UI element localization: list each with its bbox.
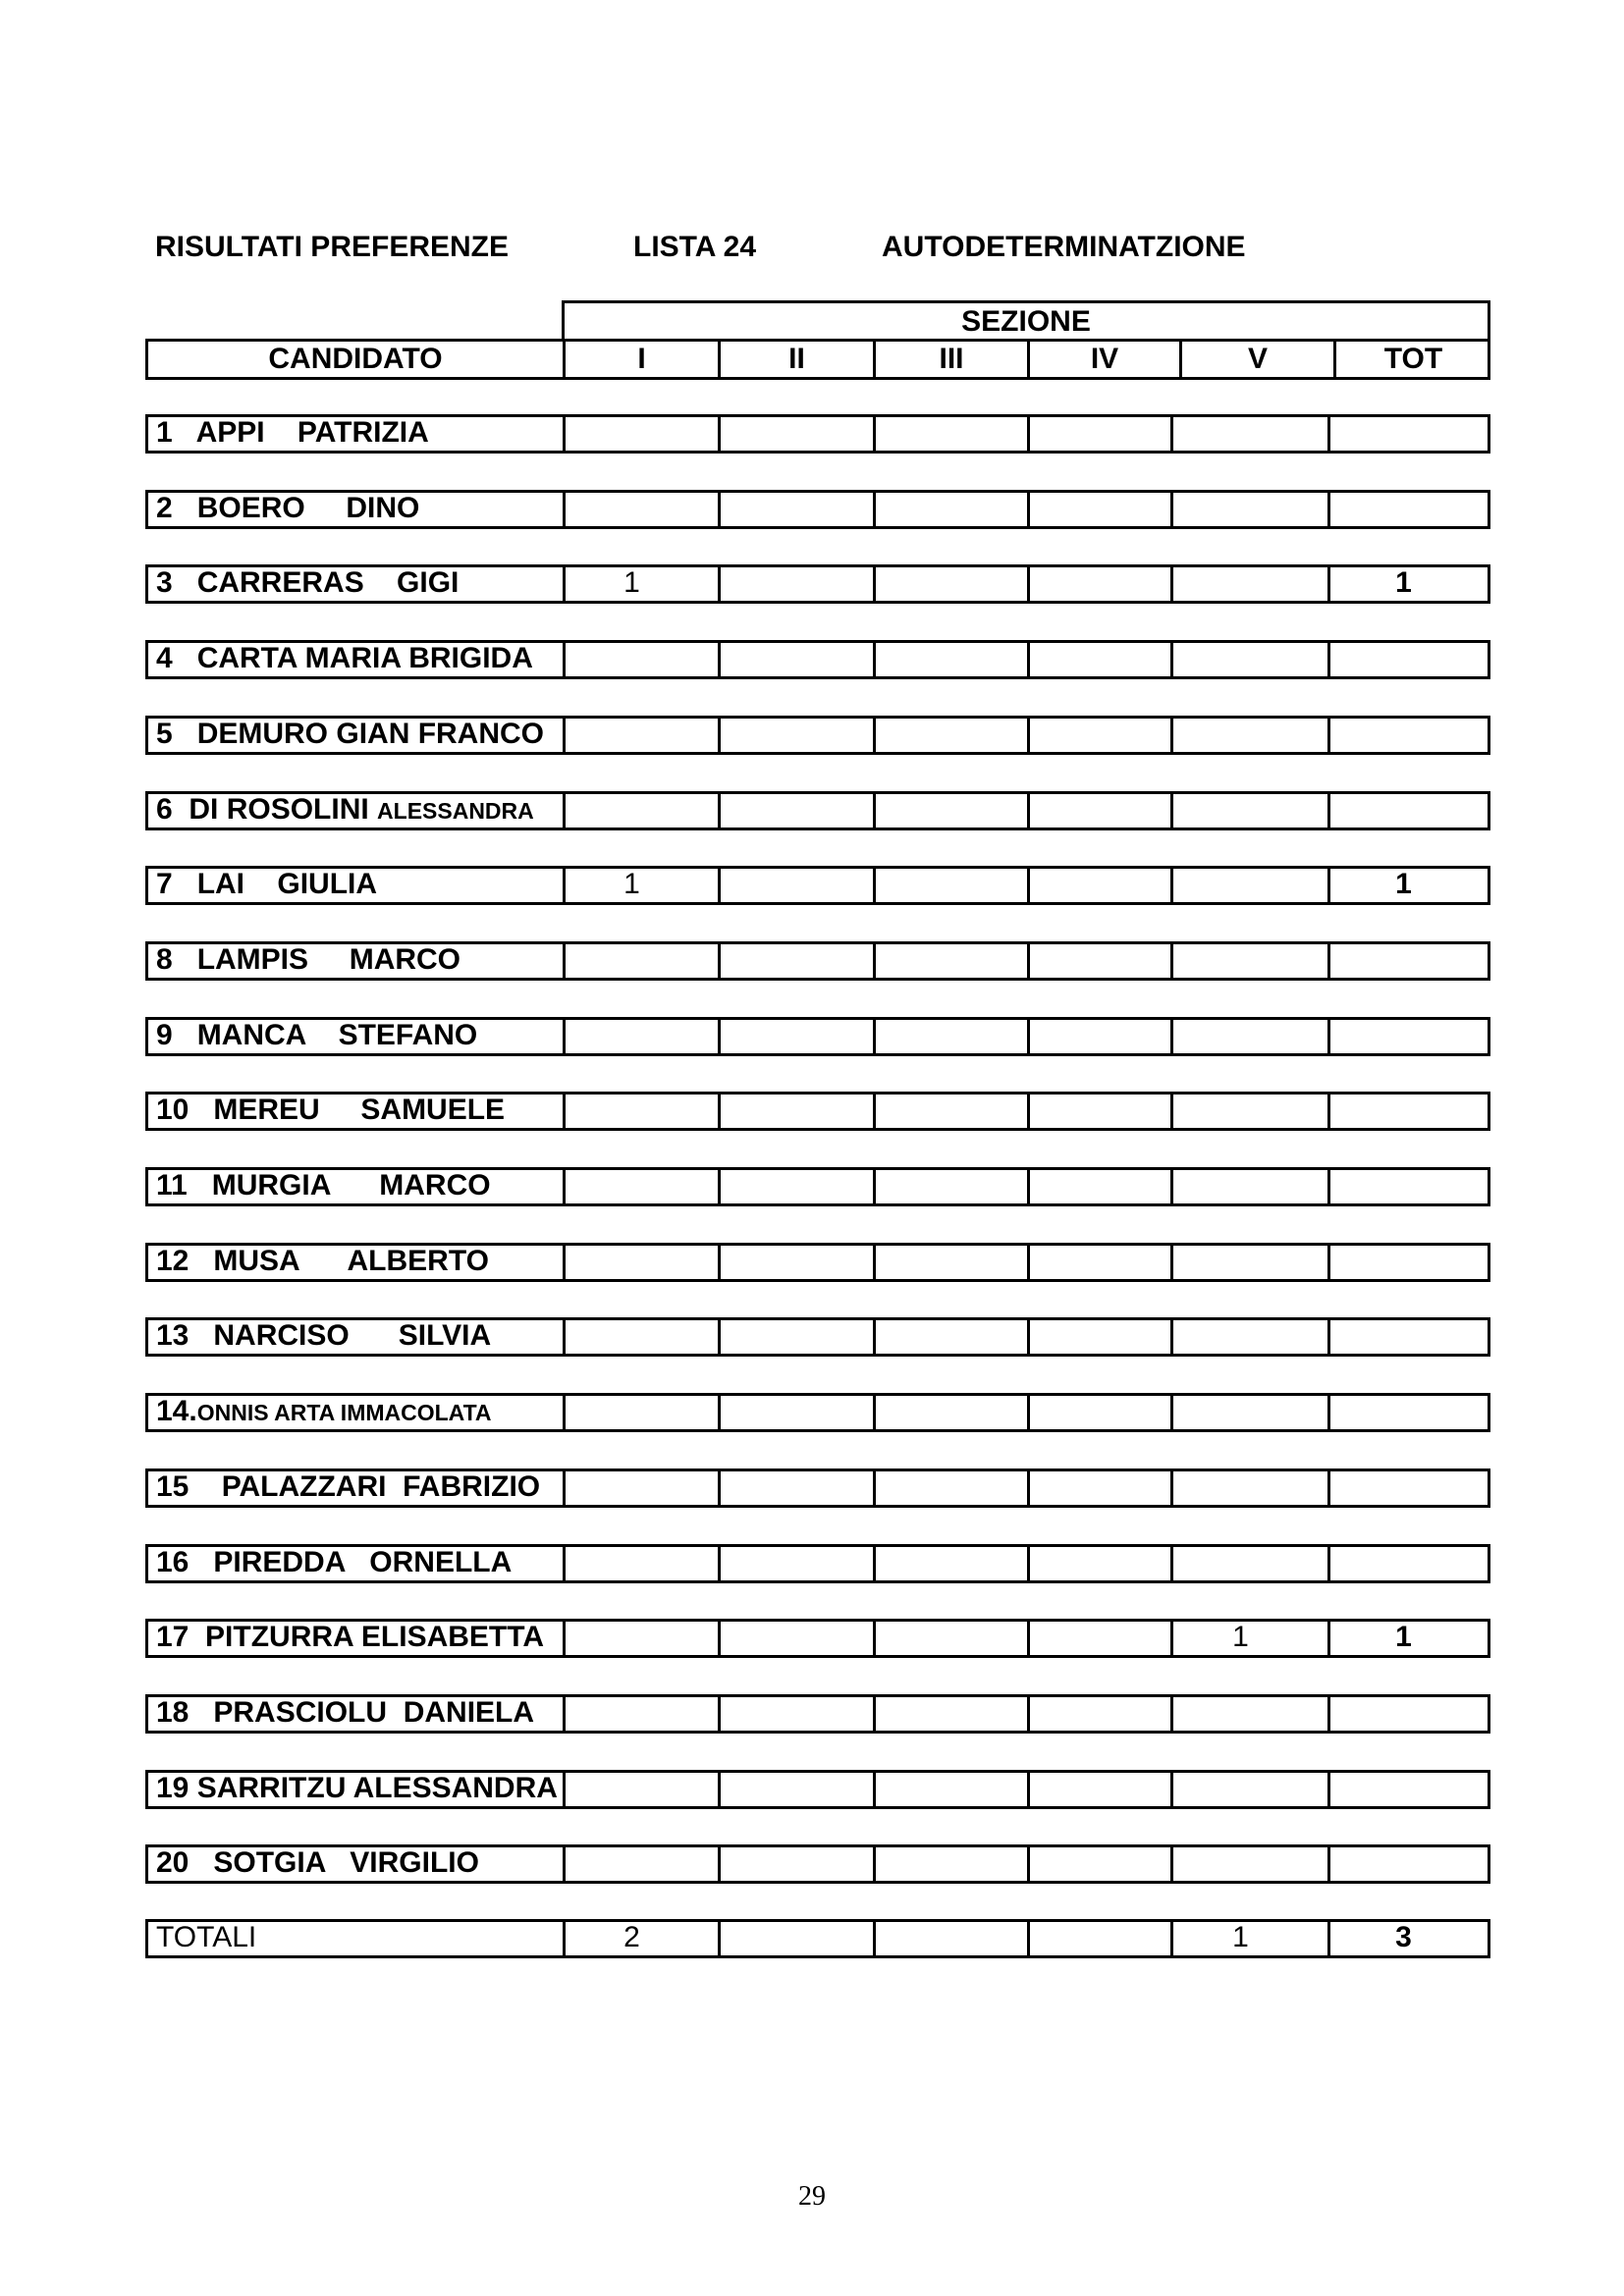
candidate-name — [148, 1547, 566, 1580]
section-cell-iv — [1030, 1246, 1173, 1279]
candidate-name — [148, 1697, 566, 1731]
total-cell: 1 — [1395, 869, 1412, 900]
table-row — [145, 716, 1490, 755]
section-cell-i — [566, 1246, 721, 1279]
section-cell-i — [566, 1697, 721, 1731]
total-cell: 3 — [1395, 1922, 1412, 1953]
section-cell-v: 1 — [1173, 1922, 1330, 1955]
section-cell-iii — [876, 944, 1030, 978]
section-cell-iii — [876, 1320, 1030, 1354]
candidate-name-text: 18 PRASCIOLU DANIELA — [156, 1697, 535, 1729]
section-cell-i — [566, 417, 721, 451]
section-cell-iv — [1030, 1170, 1173, 1203]
candidate-name — [148, 1847, 566, 1881]
totals-label — [148, 1922, 566, 1955]
section-cell-i — [566, 794, 721, 828]
table-row — [145, 564, 1490, 604]
candidate-name — [148, 1471, 566, 1505]
column-header-tot: TOT — [1383, 343, 1443, 375]
section-cell-v — [1173, 1547, 1330, 1580]
section-cell-v — [1173, 1773, 1330, 1806]
section-cell-iv — [1030, 493, 1173, 526]
candidate-name — [148, 1020, 566, 1053]
section-cell-iii — [876, 719, 1030, 752]
section-cell-iii — [876, 493, 1030, 526]
section-cell-iii — [876, 417, 1030, 451]
candidate-name-small: ONNIS ARTA IMMACOLATA — [196, 1400, 492, 1425]
candidate-name — [148, 869, 566, 902]
section-cell-ii — [721, 1471, 876, 1505]
totals-row — [145, 1919, 1490, 1958]
candidate-name-text: 5 DEMURO GIAN FRANCO — [156, 719, 545, 750]
candidate-name — [148, 794, 566, 828]
section-cell-ii — [721, 417, 876, 451]
section-cell-ii — [721, 1020, 876, 1053]
candidate-name — [148, 493, 566, 526]
list-number: LISTA 24 — [633, 231, 757, 263]
total-cell — [1330, 1547, 1490, 1580]
section-cell-i — [566, 1320, 721, 1354]
section-cell-i — [566, 1396, 721, 1429]
section-cell-i: 1 — [566, 567, 721, 601]
section-cell-i — [566, 1095, 721, 1128]
section-cell-iv — [1030, 719, 1173, 752]
table-row — [145, 1544, 1490, 1583]
section-cell-ii — [721, 493, 876, 526]
total-cell — [1330, 1020, 1490, 1053]
table-row — [145, 1468, 1490, 1508]
section-cell-v — [1173, 869, 1330, 902]
section-cell-ii — [721, 643, 876, 676]
total-cell — [1330, 1847, 1490, 1881]
section-cell-ii — [721, 719, 876, 752]
section-cell-i — [566, 1170, 721, 1203]
candidate-name-text: 11 MURGIA MARCO — [156, 1170, 491, 1201]
section-cell-iv — [1030, 794, 1173, 828]
section-cell-ii — [721, 1547, 876, 1580]
table-row — [145, 1844, 1490, 1884]
section-cell-iv — [1030, 1847, 1173, 1881]
total-cell — [1330, 417, 1490, 451]
section-cell-iii — [876, 1847, 1030, 1881]
section-cell-ii — [721, 1170, 876, 1203]
section-cell-iii — [876, 1547, 1030, 1580]
table-row — [145, 941, 1490, 981]
section-cell-iii — [876, 567, 1030, 601]
section-cell-iv — [1030, 1396, 1173, 1429]
section-cell-ii — [721, 567, 876, 601]
section-cell-v — [1173, 567, 1330, 601]
column-header-ii: II — [721, 342, 876, 377]
section-cell-v — [1173, 1396, 1330, 1429]
section-cell-ii — [721, 1246, 876, 1279]
candidate-name-small: ALESSANDRA — [377, 798, 534, 824]
section-cell-iii — [876, 1396, 1030, 1429]
total-cell — [1330, 1773, 1490, 1806]
section-cell-v — [1173, 1320, 1330, 1354]
section-cell-i: 2 — [566, 1922, 721, 1955]
section-cell-iii — [876, 1471, 1030, 1505]
column-header-v: V — [1182, 342, 1336, 377]
party-name: AUTODETERMINATZIONE — [882, 231, 1246, 263]
table-row — [145, 791, 1490, 830]
total-cell — [1330, 1471, 1490, 1505]
candidate-name — [148, 1320, 566, 1354]
section-cell-v — [1173, 1020, 1330, 1053]
table-header-row — [145, 339, 1490, 380]
section-cell-v — [1173, 1170, 1330, 1203]
candidate-name — [148, 719, 566, 752]
total-cell: 1 — [1395, 567, 1412, 599]
candidate-name-text: TOTALI — [156, 1922, 257, 1953]
page-number: 29 — [798, 2181, 826, 2212]
table-row — [145, 1694, 1490, 1734]
section-cell-ii — [721, 1622, 876, 1655]
section-cell-iii — [876, 1020, 1030, 1053]
candidate-name — [148, 643, 566, 676]
section-cell-iii — [876, 794, 1030, 828]
section-cell-v — [1173, 417, 1330, 451]
candidate-name-text: 1 APPI PATRIZIA — [156, 417, 429, 449]
section-cell-i — [566, 1773, 721, 1806]
section-cell-ii — [721, 869, 876, 902]
section-cell-iii — [876, 643, 1030, 676]
section-cell-iii — [876, 1622, 1030, 1655]
section-cell-iv — [1030, 869, 1173, 902]
candidate-name-text: 7 LAI GIULIA — [156, 869, 378, 900]
table-row — [145, 1017, 1490, 1056]
section-cell-ii — [721, 944, 876, 978]
section-cell-i: 1 — [566, 869, 721, 902]
section-cell-i — [566, 643, 721, 676]
candidate-name-text: 14. — [156, 1396, 197, 1427]
section-header: SEZIONE — [562, 300, 1490, 342]
section-cell-v — [1173, 1246, 1330, 1279]
section-cell-iii — [876, 1170, 1030, 1203]
table-row — [145, 1092, 1490, 1131]
candidate-name-text: 20 SOTGIA VIRGILIO — [156, 1847, 479, 1879]
candidate-name-text: 2 BOERO DINO — [156, 493, 420, 524]
table-row — [145, 1243, 1490, 1282]
section-cell-iii — [876, 1095, 1030, 1128]
candidate-name-text: 4 CARTA MARIA BRIGIDA — [156, 643, 533, 674]
total-cell — [1330, 643, 1490, 676]
candidate-column-header: CANDIDATO — [148, 342, 566, 377]
section-cell-ii — [721, 1847, 876, 1881]
table-row — [145, 490, 1490, 529]
section-cell-iv — [1030, 1095, 1173, 1128]
section-cell-i — [566, 1471, 721, 1505]
section-cell-v — [1173, 794, 1330, 828]
column-header-iv: IV — [1030, 342, 1182, 377]
table-row — [145, 1393, 1490, 1432]
section-cell-v — [1173, 1471, 1330, 1505]
section-cell-iv — [1030, 1922, 1173, 1955]
section-cell-v — [1173, 1095, 1330, 1128]
section-cell-v — [1173, 493, 1330, 526]
table-row — [145, 640, 1490, 679]
section-cell-ii — [721, 1320, 876, 1354]
section-cell-i — [566, 493, 721, 526]
candidate-name-text: 12 MUSA ALBERTO — [156, 1246, 489, 1277]
total-cell — [1330, 719, 1490, 752]
candidate-name — [148, 1095, 566, 1128]
section-cell-v — [1173, 1697, 1330, 1731]
candidate-name — [148, 1396, 566, 1429]
section-cell-iv — [1030, 1773, 1173, 1806]
total-cell — [1330, 1246, 1490, 1279]
section-cell-i — [566, 1622, 721, 1655]
candidate-name-text: 13 NARCISO SILVIA — [156, 1320, 492, 1352]
candidate-name-text: 8 LAMPIS MARCO — [156, 944, 461, 976]
candidate-name — [148, 1622, 566, 1655]
table-row — [145, 1770, 1490, 1809]
section-cell-iii — [876, 1697, 1030, 1731]
candidate-name — [148, 1170, 566, 1203]
section-cell-ii — [721, 1922, 876, 1955]
report-title: RISULTATI PREFERENZE — [155, 231, 509, 263]
candidate-name-text: 17 PITZURRA ELISABETTA — [156, 1622, 545, 1653]
candidate-name-text: 19 SARRITZU ALESSANDRA — [156, 1773, 558, 1804]
section-cell-iv — [1030, 1020, 1173, 1053]
section-cell-v: 1 — [1173, 1622, 1330, 1655]
table-row — [145, 866, 1490, 905]
candidate-name-text: 10 MEREU SAMUELE — [156, 1095, 506, 1126]
section-cell-v — [1173, 944, 1330, 978]
total-cell — [1330, 1170, 1490, 1203]
section-cell-ii — [721, 1773, 876, 1806]
total-cell — [1330, 1396, 1490, 1429]
candidate-name — [148, 1773, 566, 1806]
candidate-name-text: 9 MANCA STEFANO — [156, 1020, 478, 1051]
section-cell-iv — [1030, 1320, 1173, 1354]
total-cell — [1330, 1320, 1490, 1354]
candidate-name — [148, 944, 566, 978]
candidate-name-text: 3 CARRERAS GIGI — [156, 567, 460, 599]
total-cell — [1330, 944, 1490, 978]
section-cell-iv — [1030, 1697, 1173, 1731]
section-cell-iii — [876, 1773, 1030, 1806]
section-cell-v — [1173, 1847, 1330, 1881]
candidate-name-text: 16 PIREDDA ORNELLA — [156, 1547, 513, 1578]
section-cell-iii — [876, 1246, 1030, 1279]
section-cell-v — [1173, 643, 1330, 676]
section-cell-iv — [1030, 567, 1173, 601]
total-cell — [1330, 794, 1490, 828]
section-cell-iv — [1030, 417, 1173, 451]
total-cell — [1330, 1095, 1490, 1128]
table-row — [145, 1317, 1490, 1357]
candidate-name — [148, 1246, 566, 1279]
column-header-iii: III — [876, 342, 1030, 377]
candidate-name-text: 6 DI ROSOLINI — [156, 794, 378, 826]
section-cell-ii — [721, 1396, 876, 1429]
section-cell-iv — [1030, 944, 1173, 978]
table-row — [145, 414, 1490, 454]
section-cell-i — [566, 719, 721, 752]
section-cell-iv — [1030, 643, 1173, 676]
candidate-name-text: 15 PALAZZARI FABRIZIO — [156, 1471, 541, 1503]
total-cell — [1330, 493, 1490, 526]
section-cell-v — [1173, 719, 1330, 752]
candidate-name — [148, 567, 566, 601]
column-header-i: I — [566, 342, 721, 377]
table-row — [145, 1167, 1490, 1206]
candidate-name — [148, 417, 566, 451]
section-cell-ii — [721, 1095, 876, 1128]
section-cell-i — [566, 944, 721, 978]
section-cell-i — [566, 1020, 721, 1053]
section-cell-iv — [1030, 1547, 1173, 1580]
total-cell: 1 — [1395, 1622, 1412, 1653]
total-cell — [1330, 1697, 1490, 1731]
section-cell-iv — [1030, 1471, 1173, 1505]
section-cell-iv — [1030, 1622, 1173, 1655]
table-row — [145, 1619, 1490, 1658]
section-cell-ii — [721, 794, 876, 828]
section-cell-ii — [721, 1697, 876, 1731]
section-cell-iii — [876, 869, 1030, 902]
section-cell-i — [566, 1847, 721, 1881]
section-cell-iii — [876, 1922, 1030, 1955]
section-cell-i — [566, 1547, 721, 1580]
